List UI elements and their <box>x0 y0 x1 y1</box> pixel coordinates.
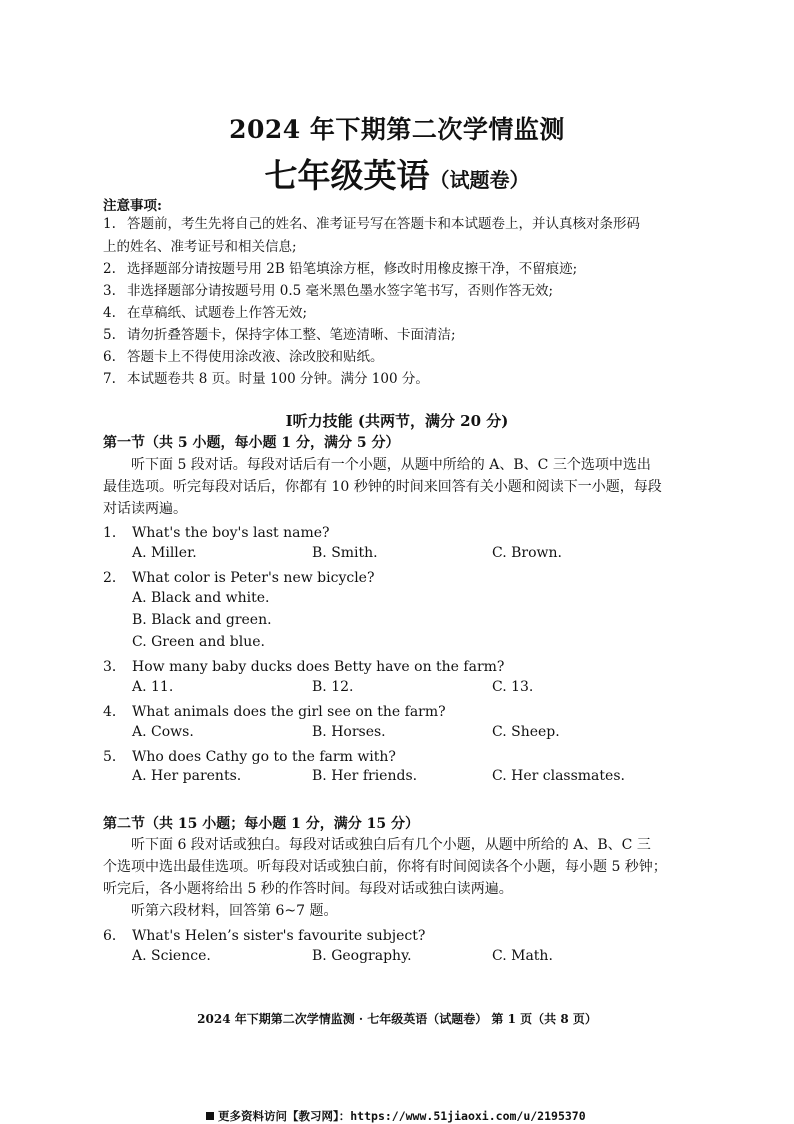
option-a[interactable]: A. Cows. <box>132 724 194 740</box>
subject-name: 七年级英语 <box>264 156 430 195</box>
question-6: 6． What's Helen’s sister's favourite subject? <box>103 928 426 944</box>
subject-title <box>0 150 794 197</box>
part2-instructions: 听下面 6 段对话或独白。每段对话或独白后有几个小题，从题中所给的 A、B、C 三 个选项中选出最佳选项。听每段对话或独白前，你将有时间阅读各个小题，每小题 5 秒钟； 听完后，各小题将给出 5 秒的作答时间。每段对话或独白读两遍。 听第六段材料，回答第 6~7 题。 <box>103 837 667 919</box>
option-b[interactable]: B. Geography. <box>312 948 412 964</box>
option-b[interactable]: B. Smith. <box>312 545 378 561</box>
question-3: 3． How many baby ducks does Betty have on the farm? <box>103 659 505 675</box>
question-4-options <box>132 724 692 740</box>
option-c[interactable]: C. Her classmates. <box>492 768 625 784</box>
notice-item: 6. 答题卡上不得使用涂改液、涂改胶和贴纸。 <box>103 349 384 365</box>
question-1: 1． What's the boy's last name? <box>103 525 330 541</box>
notice-item-continued: 上的姓名、准考证号和相关信息; <box>103 239 297 255</box>
option-a[interactable]: A. Science. <box>132 948 211 964</box>
option-c[interactable]: C. Green and blue. <box>132 634 265 650</box>
page-footer: 2024 年下期第二次学情监测 · 七年级英语（试题卷） 第 1 页（共 8 页） <box>197 1012 597 1026</box>
option-b[interactable]: B. 12. <box>312 679 354 695</box>
notice-item: 5. 请勿折叠答题卡，保持字体工整、笔迹清晰、卡面清洁; <box>103 327 456 343</box>
notice-item: 1. 答题前，考生先将自己的姓名、准考证号写在答题卡和本试题卷上，并认真核对条形码 <box>103 216 640 232</box>
option-c[interactable]: C. Brown. <box>492 545 562 561</box>
notice-item: 4. 在草稿纸、试题卷上作答无效; <box>103 305 308 321</box>
question-3-options <box>132 679 692 695</box>
question-1-options <box>132 545 692 561</box>
subject-suffix: （试题卷） <box>429 168 530 192</box>
question-5-options <box>132 768 692 784</box>
notice-heading: 注意事项: <box>103 198 162 214</box>
option-a[interactable]: A. Black and white. <box>132 590 270 606</box>
exam-title: 2024 年下期第二次学情监测 <box>229 115 565 144</box>
section-title: Ⅰ听力技能 (共两节，满分 20 分) <box>285 412 509 430</box>
option-a[interactable]: A. Her parents. <box>132 768 242 784</box>
question-5: 5． Who does Cathy go to the farm with? <box>103 749 396 765</box>
notice-item: 3. 非选择题部分请按题号用 0.5 毫米黑色墨水签字笔书写，否则作答无效; <box>103 283 554 299</box>
option-b[interactable]: B. Black and green. <box>132 612 272 628</box>
part2-heading: 第二节（共 15 小题；每小题 1 分，满分 15 分） <box>103 816 419 832</box>
option-a[interactable]: A. Miller. <box>132 545 197 561</box>
option-c[interactable]: C. Math. <box>492 948 553 964</box>
notice-item: 7. 本试题卷共 8 页。时量 100 分钟。满分 100 分。 <box>103 371 429 387</box>
question-2: 2． What color is Peter's new bicycle? <box>103 570 375 586</box>
question-4: 4． What animals does the girl see on the farm? <box>103 704 446 720</box>
option-c[interactable]: C. Sheep. <box>492 724 560 740</box>
option-b[interactable]: B. Her friends. <box>312 768 418 784</box>
option-c[interactable]: C. 13. <box>492 679 534 695</box>
part1-heading: 第一节（共 5 小题，每小题 1 分，满分 5 分） <box>103 435 400 451</box>
flag-icon <box>206 1112 214 1120</box>
option-b[interactable]: B. Horses. <box>312 724 386 740</box>
resource-link[interactable]: 更多资料访问【教习网】：https://www.51jiaoxi.com/u/2195370 <box>206 1108 586 1124</box>
part1-instructions: 听下面 5 段对话。每段对话后有一个小题，从题中所给的 A、B、C 三个选项中选出 最佳选项。听完每段对话后，你都有 10 秒钟的时间来回答有关小题和阅读下一小题，每段 对话读两遍。 <box>103 457 662 517</box>
question-6-options <box>132 948 692 964</box>
notice-item: 2. 选择题部分请按题号用 2B 铅笔填涂方框，修改时用橡皮擦干净，不留痕迹; <box>103 261 578 277</box>
option-a[interactable]: A. 11. <box>132 679 174 695</box>
